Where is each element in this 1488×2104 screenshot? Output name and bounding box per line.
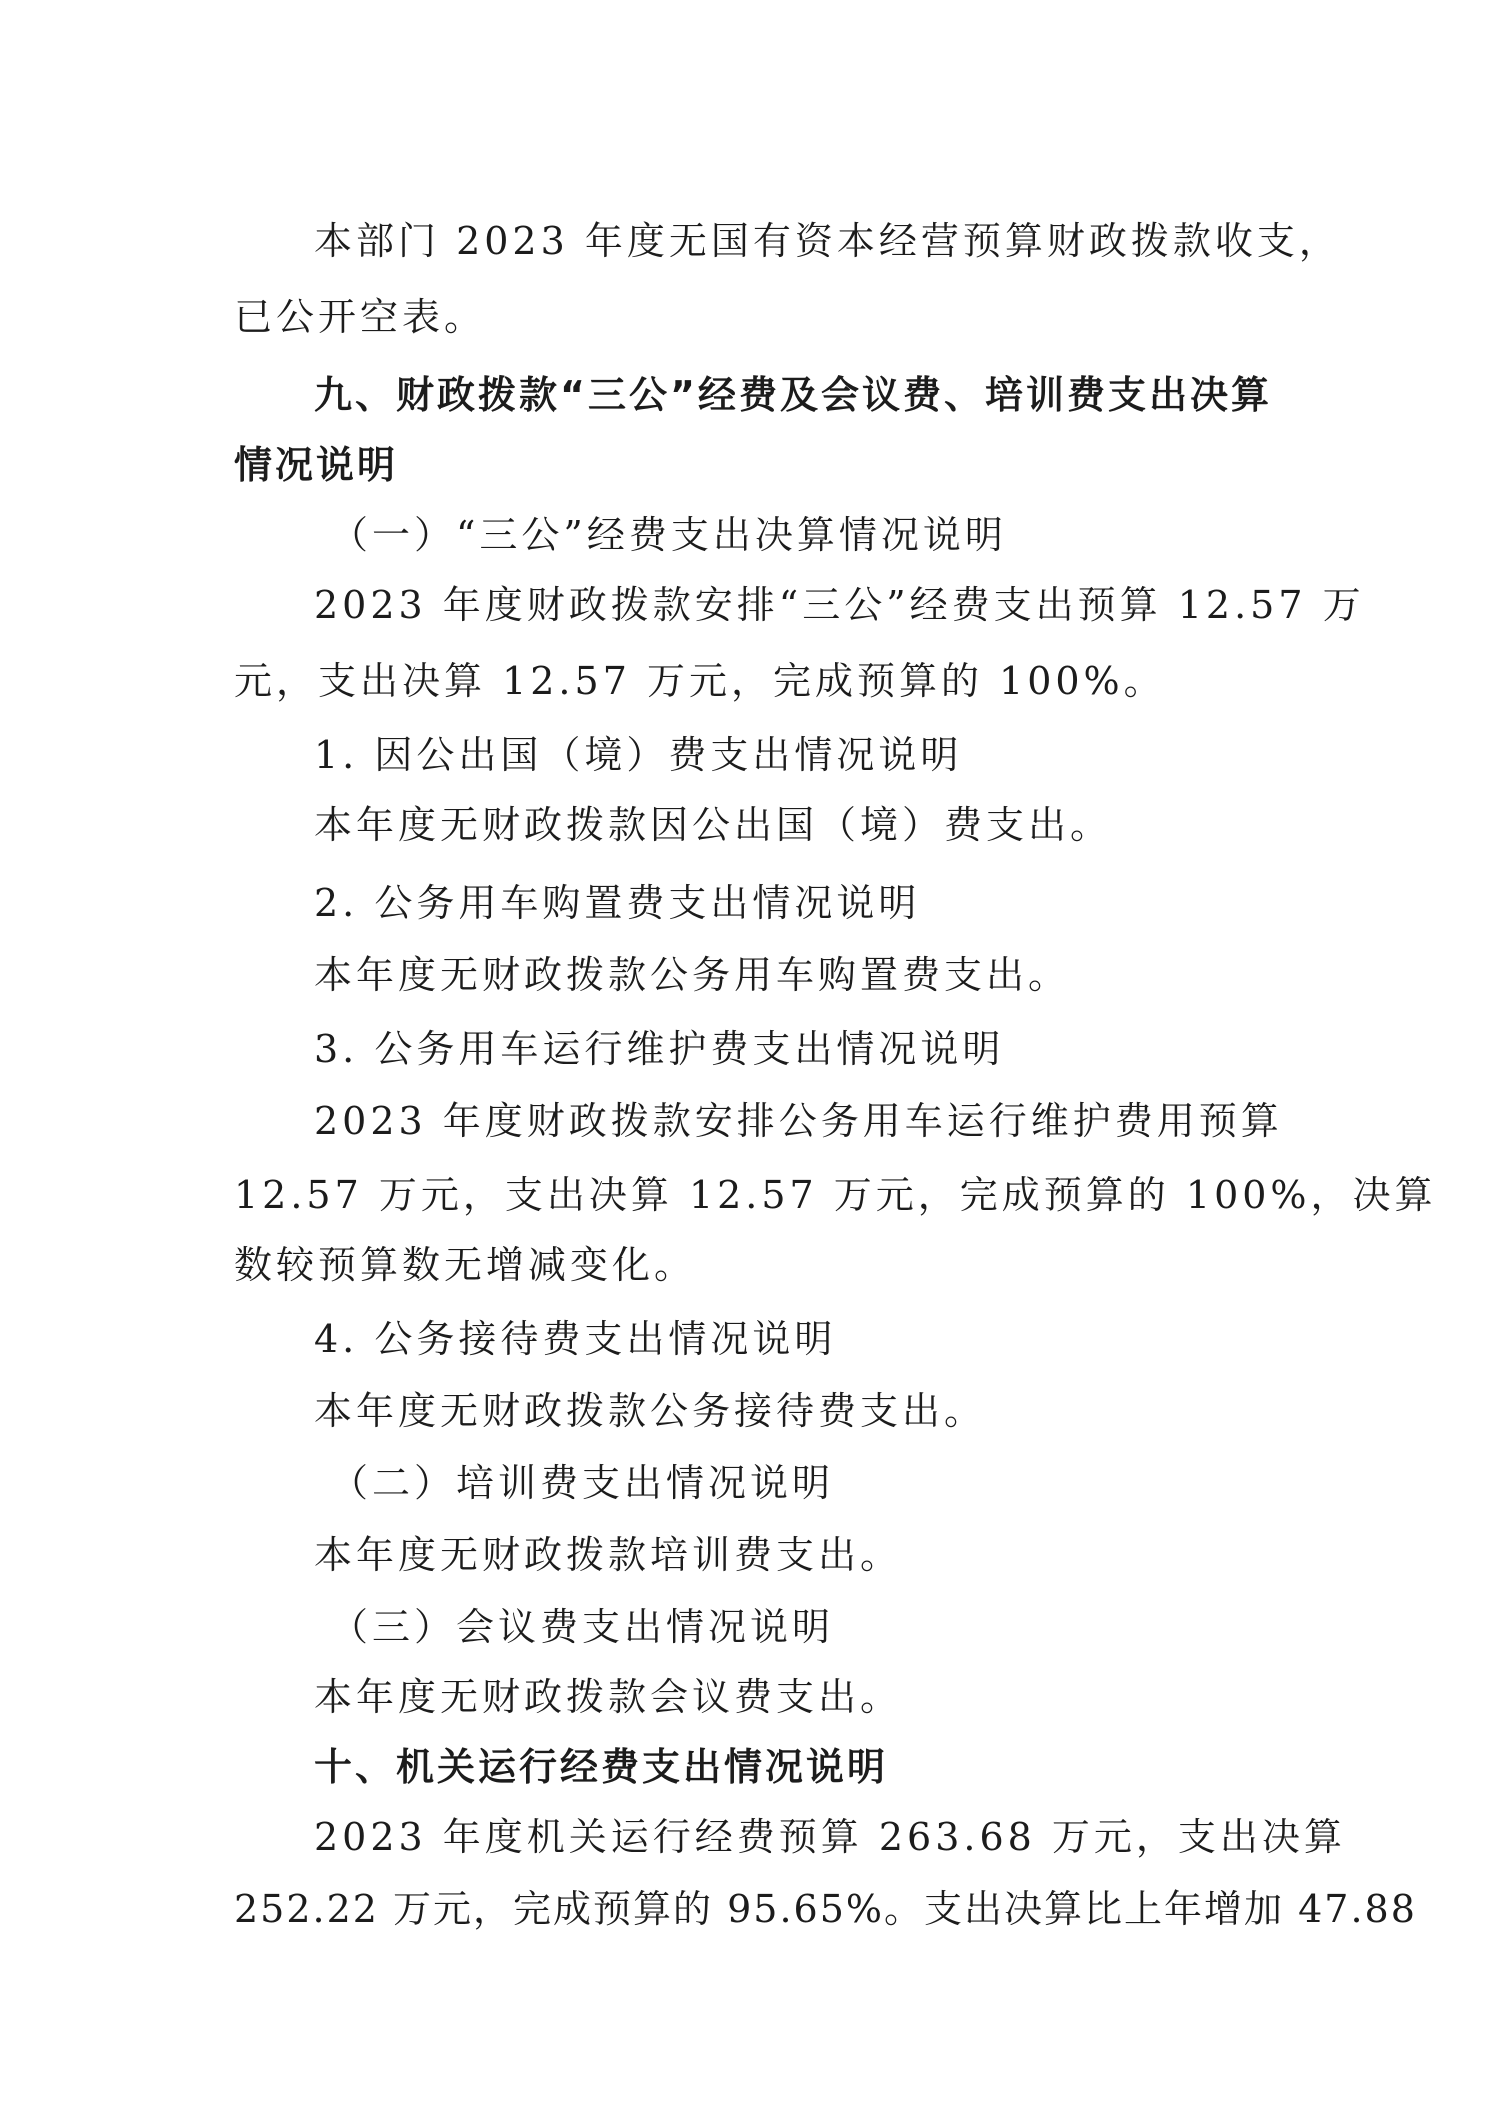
paragraph-line: 252.22 万元，完成预算的 95.65%。支出决算比上年增加 47.88 — [234, 1887, 1417, 1931]
paragraph-line: 本年度无财政拨款会议费支出。 — [314, 1675, 903, 1719]
paragraph-line: 本年度无财政拨款培训费支出。 — [314, 1533, 903, 1577]
subsection-title: （三）会议费支出情况说明 — [330, 1605, 835, 1649]
section-heading: 十、机关运行经费支出情况说明 — [314, 1745, 889, 1789]
section-heading: 九、财政拨款“三公”经费及会议费、培训费支出决算 — [314, 373, 1272, 417]
paragraph-line: 本部门 2023 年度无国有资本经营预算财政拨款收支， — [314, 219, 1341, 263]
subsection-title: （一）“三公”经费支出决算情况说明 — [330, 513, 1007, 557]
paragraph-line: 2023 年度机关运行经费预算 263.68 万元，支出决算 — [314, 1815, 1346, 1859]
paragraph-line: 本年度无财政拨款因公出国（境）费支出。 — [314, 803, 1113, 847]
section-heading: 情况说明 — [234, 443, 399, 487]
item-title: 4. 公务接待费支出情况说明 — [314, 1317, 837, 1361]
paragraph-line: 2023 年度财政拨款安排“三公”经费支出预算 12.57 万 — [314, 583, 1365, 627]
paragraph-line: 元，支出决算 12.57 万元，完成预算的 100%。 — [234, 659, 1166, 703]
paragraph-line: 已公开空表。 — [234, 295, 487, 339]
subsection-title: （二）培训费支出情况说明 — [330, 1461, 835, 1505]
paragraph-line: 12.57 万元，支出决算 12.57 万元，完成预算的 100%，决算 — [234, 1173, 1437, 1217]
paragraph-line: 数较预算数无增减变化。 — [234, 1243, 697, 1287]
item-title: 2. 公务用车购置费支出情况说明 — [314, 881, 921, 925]
item-title: 3. 公务用车运行维护费支出情况说明 — [314, 1027, 1005, 1071]
item-title: 1. 因公出国（境）费支出情况说明 — [314, 733, 963, 777]
paragraph-line: 本年度无财政拨款公务用车购置费支出。 — [314, 953, 1071, 997]
paragraph-line: 2023 年度财政拨款安排公务用车运行维护费用预算 — [314, 1099, 1283, 1143]
paragraph-line: 本年度无财政拨款公务接待费支出。 — [314, 1389, 987, 1433]
